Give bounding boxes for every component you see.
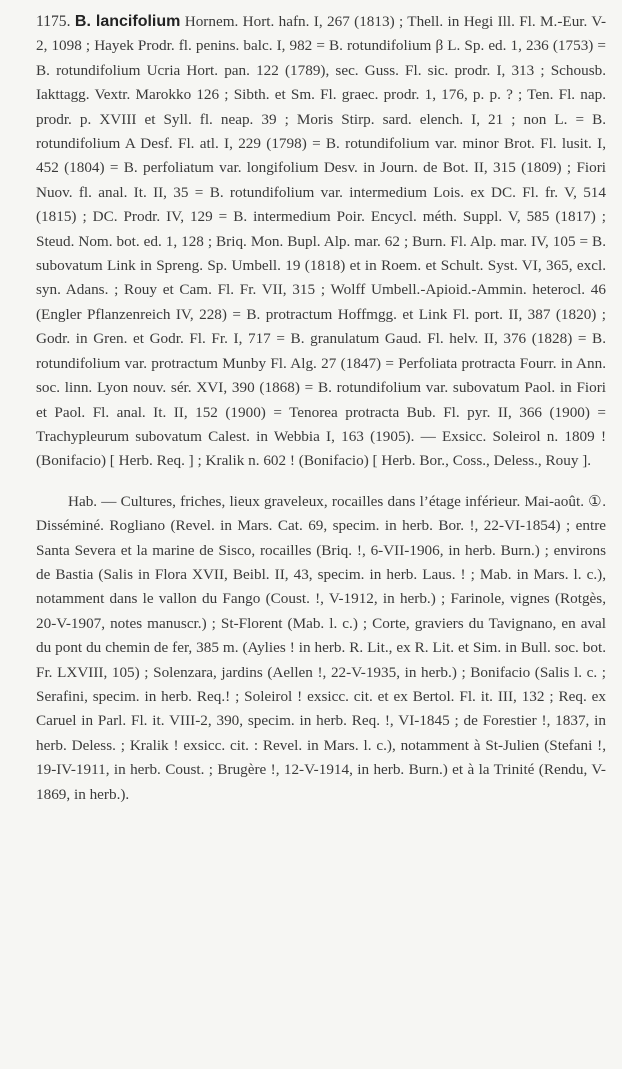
synonymy-paragraph xyxy=(36,10,606,474)
taxon-name: B. lancifolium xyxy=(74,13,181,30)
document-page xyxy=(36,10,606,807)
habitat-paragraph: Hab. — Cultures, friches, lieux graveleux, rocailles dans l’étage inférieur. Mai-août. ①. Disséminé. Rogliano (Revel. in Mars. Cat. 69, specim. in herb. Bor. !, 22-VI-1854) ; entre Santa Severa et la marine de Sisco, rocailles (Briq. !, 6-VII-1906, in herb. Burn.) ; environs de Bastia (Salis in Flora XVII, Beibl. II, 43, specim. in herb. Laus. ! ; Mab. in Mars. l. c.), notamment dans le vallon du Fango (Coust. !, V-1912, in herb.) ; Farinole, vignes (Rotgès, 20-V-1907, notes manuscr.) ; St-Florent (Mab. l. c.) ; Corte, graviers du Tavignano, en aval du pont du chemin de fer, 385 m. (Aylies ! in herb. R. Lit., ex R. Lit. et Sim. in Bull. soc. bot. Fr. LXVIII, 105) ; Solenzara, jardins (Aellen !, 22-V-1935, in herb.) ; Bonifacio (Salis l. c. ; Serafini, specim. in herb. Req.! ; Soleirol ! exsicc. cit. et ex Bertol. Fl. it. III, 132 ; Req. ex Caruel in Parl. Fl. it. VIII-2, 390, specim. in herb. Req. !, VI-1845 ; de Forestier !, 1837, in herb. Deless. ; Kralik ! exsicc. cit. : Revel. in Mars. l. c.), notamment à St-Julien (Stefani !, 19-IV-1911, in herb. Coust. ; Brugère !, 12-V-1914, in herb. Burn.) et à la Trinité (Rendu, V-1869, in herb.). xyxy=(36,492,606,803)
synonymy-text: Hornem. Hort. hafn. I, 267 (1813) ; Thell. in Hegi Ill. Fl. M.-Eur. V-2, 1098 ; Hayek Prodr. fl. penins. balc. I, 982 = B. rotundifolium β L. Sp. ed. 1, 236 (1753) = B. rotundifolium Ucria Hort. pan. 122 (1789), sec. Guss. Fl. sic. prodr. I, 313 ; Schousb. Iakttagg. Vextr. Marokko 126 ; Sibth. et Sm. Fl. graec. prodr. 1, 176, p. p. ? ; Ten. Fl. nap. prodr. p. XVIII et Syll. fl. neap. 39 ; Moris Stirp. sard. elench. I, 21 ; non L. = B. rotundifolium A Desf. Fl. atl. I, 229 (1798) = B. rotundifolium var. minor Brot. Fl. lusit. I, 452 (1804) = B. perfoliatum var. longifolium Desv. in Journ. de Bot. II, 315 (1809) ; Fiori Nuov. fl. anal. It. II, 35 = B. rotundifolium var. intermedium Lois. ex DC. Fl. fr. V, 514 (1815) ; DC. Prodr. IV, 129 = B. intermedium Poir. Encycl. méth. Suppl. V, 585 (1817) ; Steud. Nom. bot. ed. 1, 128 ; Briq. Mon. Bupl. Alp. mar. 62 ; Burn. Fl. Alp. mar. IV, 105 = B. subovatum Link in Spreng. Sp. Umbell. 19 (1818) et in Roem. et Schult. Syst. VI, 365, excl. syn. Adans. ; Rouy et Cam. Fl. Fr. VII, 315 ; Wolff Umbell.-Apioid.-Ammin. heterocl. 46 (Engler Pflanzenreich IV, 228) = B. protractum Hoffmgg. et Link Fl. port. II, 387 (1820) ; Godr. in Gren. et Godr. Fl. Fr. I, 717 = B. granulatum Gaud. Fl. helv. II, 376 (1828) = B. rotundifolium var. protractum Munby Fl. Alg. 27 (1847) = Perfoliata protracta Fourr. in Ann. soc. linn. Lyon nouv. sér. XVI, 390 (1868) = B. rotundifolium var. subovatum Paol. in Fiori et Paol. Fl. anal. It. II, 152 (1900) = Tenorea protracta Bub. Fl. pyr. II, 366 (1900) = Trachypleurum subovatum Calest. in Webbia I, 163 (1905). — Exsicc. Soleirol n. 1809 ! (Bonifacio) [ Herb. Req. ] ; Kralik n. 602 ! (Bonifacio) [ Herb. Bor., Coss., Deless., Rouy ]. xyxy=(36,13,607,470)
entry-number: 1175. xyxy=(36,13,71,30)
